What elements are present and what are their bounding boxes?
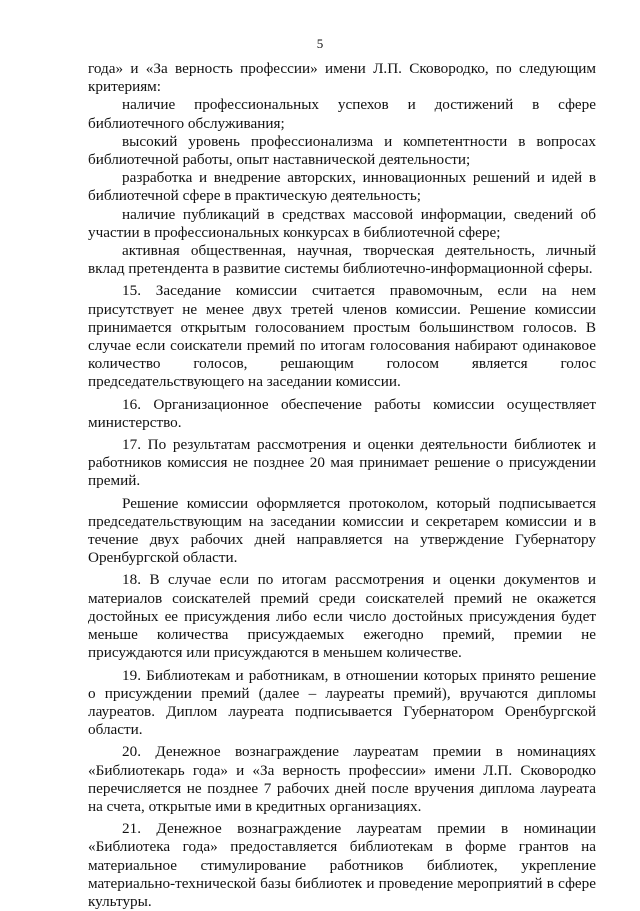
paragraph-17: 17. По результатам рассмотрения и оценки деятельности библиотек и работников комиссия не позднее 20 мая принимает решение о присуждении премий.: [88, 436, 596, 490]
paragraph-16: 16. Организационное обеспечение работы комиссии осуществляет министерство.: [88, 395, 596, 431]
criterion-professional-success: наличие профессиональных успехов и достижений в сфере библиотечного обслуживания;: [88, 96, 596, 132]
paragraph-continuation: года» и «За верность профессии» имени Л.П. Сковородко, по следующим критериям:: [88, 60, 596, 96]
paragraph-21: 21. Денежное вознаграждение лауреатам премии в номинации «Библиотека года» предоставляется библиотекам в форме грантов на материальное стимулирование работников библиотек, укрепление материально-технической базы библиотек и проведение мероприятий в сфере культуры.: [88, 820, 596, 910]
criterion-publications: наличие публикаций в средствах массовой информации, сведений об участии в профессиональных конкурсах в библиотечной сфере;: [88, 205, 596, 241]
paragraph-15: 15. Заседание комиссии считается правомочным, если на нем присутствует не менее двух третей членов комиссии. Решение комиссии принимается открытым голосованием простым большинством голосов. В случае если соискатели премий по итогам голосования набирают одинаковое количество голосов, решающим голосом является голос председательствующего на заседании комиссии.: [88, 282, 596, 391]
paragraph-18: 18. В случае если по итогам рассмотрения и оценки документов и материалов соискателей премий среди соискателей премий не окажется достойных ее присуждения либо если число достойных присуждения будет меньше количества присуждаемых ежегодно премий, премии не присуждаются или присуждаются в меньшем количестве.: [88, 571, 596, 662]
page-number: 5: [316, 36, 324, 51]
criterion-activity: активная общественная, научная, творческая деятельность, личный вклад претендента в развитие системы библиотечно-информационной сферы.: [88, 242, 596, 278]
paragraph-20: 20. Денежное вознаграждение лауреатам премии в номинациях «Библиотекарь года» и «За верность профессии» имени Л.П. Сковородко перечисляется не позднее 7 рабочих дней после вручения диплома лауреата на счета, открытые ими в кредитных организациях.: [88, 743, 596, 815]
document-body: [88, 60, 596, 911]
criterion-innovation: разработка и внедрение авторских, инновационных решений и идей в библиотечной сфере в практическую деятельность;: [88, 169, 596, 205]
paragraph-19: 19. Библиотекам и работникам, в отношении которых принято решение о присуждении премий (далее – лауреаты премий), вручаются дипломы лауреатов. Диплом лауреата подписывается Губернатором Оренбургской области.: [88, 666, 596, 739]
paragraph-17-decision: Решение комиссии оформляется протоколом, который подписывается председательствующим на заседании комиссии и секретарем комиссии и в течение двух рабочих дней направляется на утверждение Губернатору Оренбургской области.: [88, 494, 596, 567]
criterion-professionalism: высокий уровень профессионализма и компетентности в вопросах библиотечной работы, опыт наставнической деятельности;: [88, 132, 596, 169]
